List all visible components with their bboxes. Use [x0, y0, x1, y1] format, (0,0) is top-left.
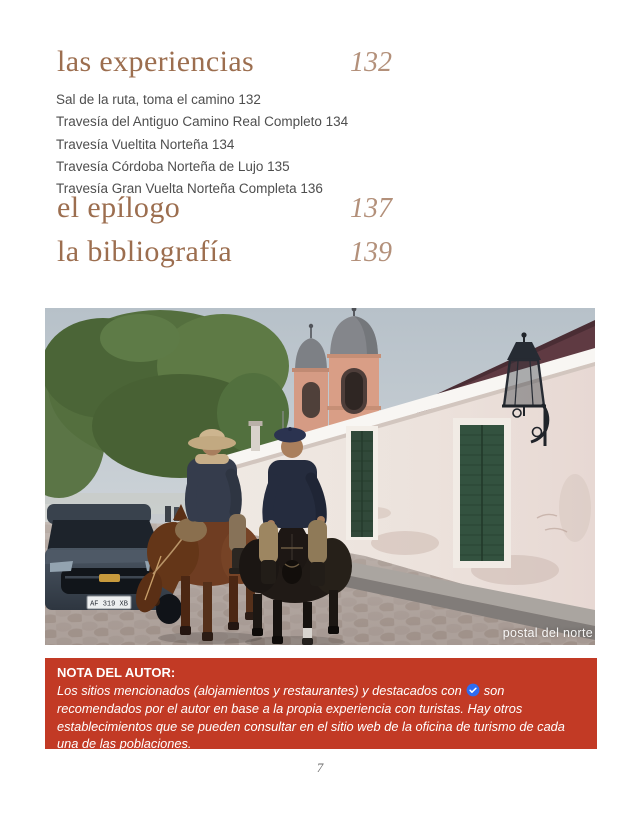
- toc-page-number: 132: [350, 47, 392, 78]
- toc-item: Sal de la ruta, toma el camino 132: [56, 92, 261, 107]
- green-door-near: [453, 418, 511, 568]
- author-note-box: [45, 658, 597, 752]
- toc-item: Travesía del Antiguo Camino Real Completo 134: [56, 114, 349, 130]
- toc-section-bibliografia: [57, 234, 477, 278]
- photo-riders-street: [45, 308, 595, 645]
- toc-section-title: la bibliografía: [57, 235, 233, 268]
- green-door-far: [346, 426, 378, 540]
- toc-item: Travesía Vueltita Norteña 134: [56, 136, 235, 152]
- photo-caption: postal del norte: [502, 626, 593, 640]
- photo-scene: [45, 308, 595, 645]
- toc-page-number: 139: [350, 237, 392, 268]
- toc-page-number: 137: [350, 193, 392, 224]
- toc-section-epilogo: [57, 190, 477, 234]
- page-number: 7: [316, 760, 324, 775]
- toc-item: Travesía Gran Vuelta Norteña Completa 136: [56, 181, 323, 197]
- chimney: [251, 424, 260, 451]
- toc-section-experiencias: [57, 44, 477, 88]
- note-text-after: son recomendados por el autor en base a la propia experiencia con turistas. Hay otros establecimientos que se pueden consultar en el sitio web de la oficina de turismo de cada una de las poblaciones.: [57, 683, 565, 752]
- license-plate: AF 319 XB: [90, 600, 128, 609]
- note-body: [57, 682, 585, 753]
- toc-subitems: [56, 89, 348, 200]
- chevrolet-bowtie: [99, 574, 120, 582]
- toc-section-title: el epílogo: [57, 191, 181, 224]
- verified-check-icon: [466, 683, 480, 697]
- note-text-before: Los sitios mencionados (alojamientos y restaurantes) y destacados con: [57, 683, 462, 698]
- note-title: NOTA DEL AUTOR:: [57, 665, 176, 680]
- toc-section-title: las experiencias: [57, 45, 255, 78]
- toc-item: Travesía Córdoba Norteña de Lujo 135: [56, 158, 290, 174]
